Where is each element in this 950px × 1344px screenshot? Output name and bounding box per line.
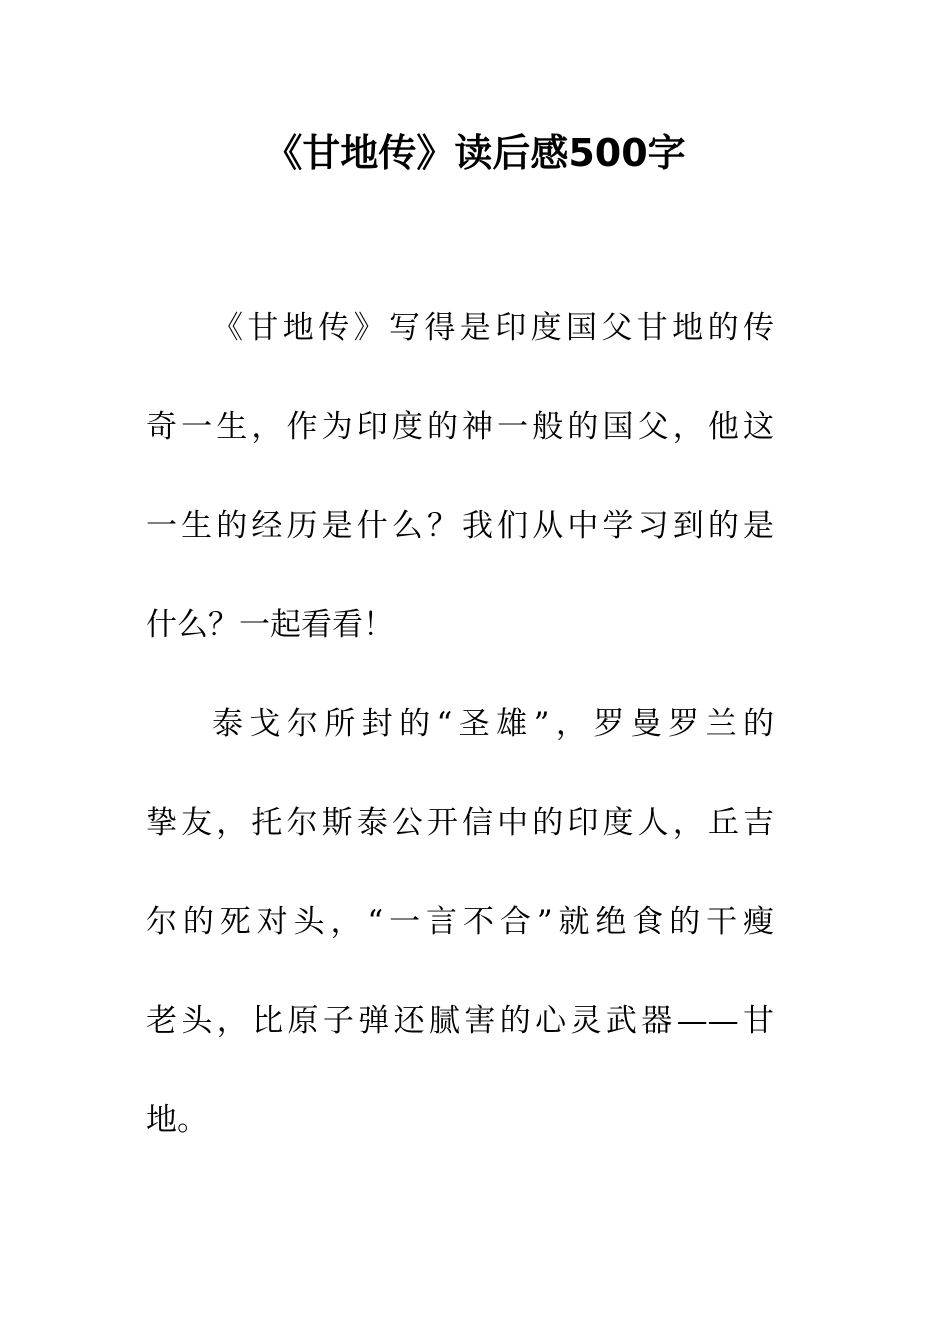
paragraph-1-line-2: 奇一生，作为印度的神一般的国父，他这: [146, 409, 774, 445]
document-title: 《甘地传》读后感500字: [264, 131, 686, 175]
paragraph-2-line-4: 老头，比原子弹还腻害的心灵武器——甘: [146, 1003, 774, 1039]
paragraph-1-line-1: 《甘地传》写得是印度国父甘地的传: [212, 310, 774, 346]
paragraph-1-line-3: 一生的经历是什么？我们从中学习到的是: [146, 508, 774, 544]
paragraph-1-line-4: 什么？一起看看！: [146, 607, 394, 643]
paragraph-2-line-3: 尔的死对头，“一言不合”就绝食的干瘦: [146, 904, 774, 940]
paragraph-2-line-2: 挚友，托尔斯泰公开信中的印度人，丘吉: [146, 805, 774, 841]
paragraph-2-line-5: 地。: [146, 1102, 208, 1138]
paragraph-2-line-1: 泰戈尔所封的“圣雄”，罗曼罗兰的: [212, 706, 774, 742]
